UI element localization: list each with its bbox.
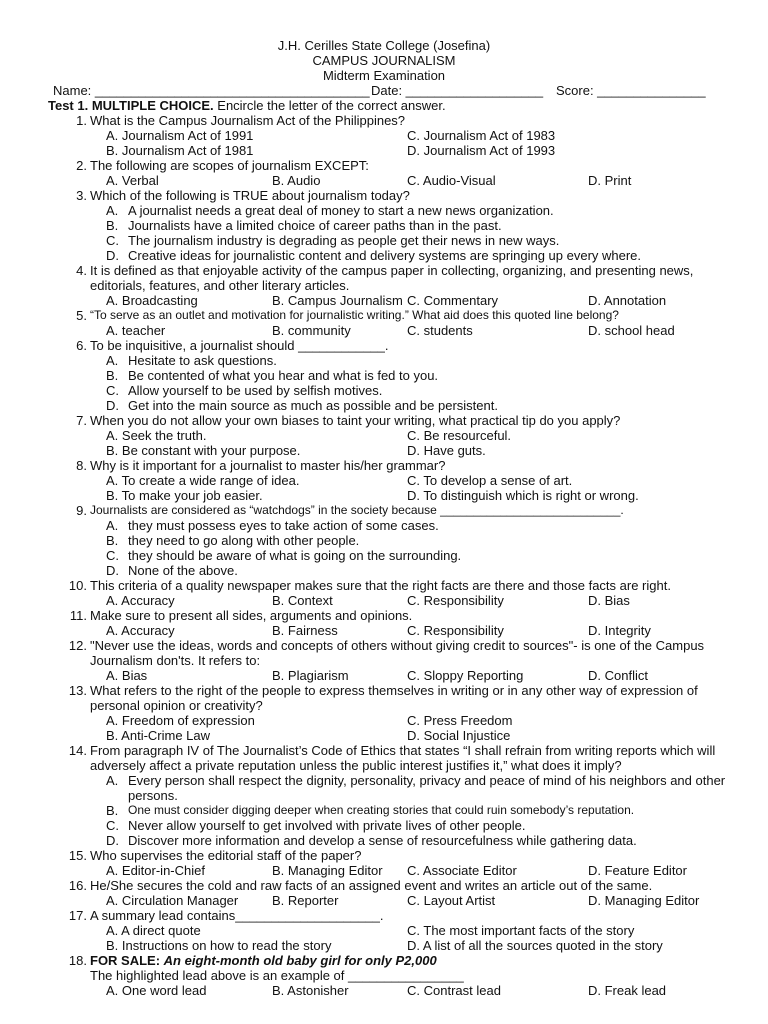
question-text: Who supervises the editorial staff of the paper?: [90, 848, 362, 863]
question-number: 18.: [68, 953, 87, 968]
option-text: Every person shall respect the dignity, personality, privacy and peace of mind of his neighbors and other persons.: [128, 773, 726, 803]
question-text: Why is it important for a journalist to master his/her grammar?: [90, 458, 446, 473]
option: C. To develop a sense of art.: [407, 473, 573, 488]
question-number: 8.: [76, 458, 87, 473]
question-text: What refers to the right of the people to express themselves in writing or in any other way of expression of personal opinion or creativity?: [90, 683, 698, 713]
question: [0, 953, 768, 968]
question-number: 15.: [68, 848, 87, 863]
option: B. Campus Journalism: [272, 293, 403, 308]
option-row: [0, 173, 768, 188]
option: A. One word lead: [106, 983, 207, 998]
option: B. To make your job easier.: [106, 488, 263, 503]
school-name: J.H. Cerilles State College (Josefina): [277, 38, 491, 53]
option-letter: D.: [106, 398, 119, 413]
option-letter: B.: [106, 368, 119, 383]
option-row: [0, 143, 768, 158]
option: A. Broadcasting: [106, 293, 198, 308]
option: A. Editor-in-Chief: [106, 863, 205, 878]
option-row: [0, 128, 768, 143]
option-letter: A.: [106, 353, 119, 368]
option-text: Be contented of what you hear and what is fed to you.: [128, 368, 439, 383]
question-text: From paragraph IV of The Journalist’s Code of Ethics that states “I shall refrain from writing reports which will adversely affect a private reputation unless the public interest justifies it,” what does it imply?: [90, 743, 716, 773]
option: D. Feature Editor: [588, 863, 687, 878]
option-letter: C.: [106, 383, 119, 398]
option: B. Plagiarism: [272, 668, 349, 683]
question: [0, 188, 768, 203]
score-field: Score: _______________: [556, 83, 706, 98]
option: [0, 563, 768, 578]
option-text: None of the above.: [128, 563, 238, 578]
option: C. Layout Artist: [407, 893, 496, 908]
question-text: "Never use the ideas, words and concepts of others without giving credit to sources"- is one of the Campus Journalism don'ts. It refers to:: [90, 638, 705, 668]
option-letter: B.: [106, 533, 119, 548]
question-number: 4.: [76, 263, 87, 278]
question-text: What is the Campus Journalism Act of the Philippines?: [90, 113, 406, 128]
option: [0, 218, 768, 233]
option: D. Journalism Act of 1993: [407, 143, 556, 158]
question-number: 2.: [76, 158, 87, 173]
question: [0, 638, 768, 668]
question-text: He/She secures the cold and raw facts of an assigned event and writes an article out of the same.: [90, 878, 653, 893]
option: B. Managing Editor: [272, 863, 383, 878]
option: A. Accuracy: [106, 593, 175, 608]
option: A. Journalism Act of 1991: [106, 128, 254, 143]
option-text: they need to go along with other people.: [128, 533, 360, 548]
question-number: 9.: [76, 503, 87, 518]
option-row: [0, 623, 768, 638]
option-text: A journalist needs a great deal of money to start a new news organization.: [128, 203, 554, 218]
option: C. Be resourceful.: [407, 428, 512, 443]
question-number: 7.: [76, 413, 87, 428]
option-row: [0, 728, 768, 743]
question-text: The highlighted lead above is an example of ________________: [90, 968, 464, 983]
date-field: Date: ___________________: [371, 83, 544, 98]
option: [0, 533, 768, 548]
highlighted-lead: FOR SALE: An eight-month old baby girl for only P2,000: [90, 953, 437, 968]
option: A. To create a wide range of idea.: [106, 473, 300, 488]
question-list: [0, 113, 768, 998]
test-title: Test 1. MULTIPLE CHOICE.: [48, 98, 214, 113]
question-number: 14.: [68, 743, 87, 758]
question-text: This criteria of a quality newspaper makes sure that the right facts are there and those facts are right.: [90, 578, 671, 593]
option-row: [0, 668, 768, 683]
subject-title: CAMPUS JOURNALISM: [312, 53, 456, 68]
option-text: they must possess eyes to take action of some cases.: [128, 518, 439, 533]
question-number: 10.: [68, 578, 87, 593]
option-text: Creative ideas for journalistic content and delivery systems are springing up every where.: [128, 248, 642, 263]
option-letter: B.: [106, 803, 119, 818]
option: C. Journalism Act of 1983: [407, 128, 556, 143]
option: D. Integrity: [588, 623, 651, 638]
option: D. Conflict: [588, 668, 648, 683]
option: A. Seek the truth.: [106, 428, 207, 443]
option: B. Instructions on how to read the story: [106, 938, 332, 953]
option-text: Journalists have a limited choice of career paths than in the past.: [128, 218, 502, 233]
question-text: It is defined as that enjoyable activity of the campus paper in collecting, organizing, and presenting news, editorials, features, and other literary articles.: [90, 263, 694, 293]
option: [0, 248, 768, 263]
test-heading: [48, 98, 768, 113]
question-number: 6.: [76, 338, 87, 353]
question: [0, 608, 768, 623]
option: A. Bias: [106, 668, 148, 683]
option-row: [0, 293, 768, 308]
option-row: [0, 713, 768, 728]
question: [0, 743, 768, 773]
option-text: Never allow yourself to get involved with private lives of other people.: [128, 818, 526, 833]
option-text: Discover more information and develop a sense of resourcefulness while gathering data.: [128, 833, 637, 848]
question: [0, 158, 768, 173]
question-number: 1.: [76, 113, 87, 128]
question: [0, 458, 768, 473]
question-text: “To serve as an outlet and motivation for journalistic writing.” What aid does this quoted line belong?: [90, 308, 619, 322]
question: [0, 878, 768, 893]
option-text: One must consider digging deeper when creating stories that could ruin somebody’s reputation.: [128, 803, 635, 817]
option: A. Freedom of expression: [106, 713, 255, 728]
option: [0, 548, 768, 563]
option-row: [0, 443, 768, 458]
info-row: [0, 83, 768, 98]
option: D. Bias: [588, 593, 630, 608]
option: [0, 203, 768, 218]
option-letter: A.: [106, 773, 119, 788]
question: [0, 338, 768, 353]
option: B. Be constant with your purpose.: [106, 443, 301, 458]
option-letter: C.: [106, 818, 119, 833]
question: [0, 683, 768, 713]
question-text: [90, 953, 730, 968]
option: C. Responsibility: [407, 593, 504, 608]
option-text: they should be aware of what is going on the surrounding.: [128, 548, 462, 563]
question-number: 16.: [68, 878, 87, 893]
option: C. Commentary: [407, 293, 499, 308]
option: [0, 398, 768, 413]
option: D. A list of all the sources quoted in the story: [407, 938, 663, 953]
option-row: [0, 923, 768, 938]
name-field: Name: ______________________________________: [53, 83, 370, 98]
option-row: [0, 983, 768, 998]
question: [0, 413, 768, 428]
option: [0, 818, 768, 833]
option-text: Get into the main source as much as possible and be persistent.: [128, 398, 498, 413]
option: B. Journalism Act of 1981: [106, 143, 254, 158]
option: D. Print: [588, 173, 632, 188]
question-number: 17.: [68, 908, 87, 923]
question-number: 12.: [68, 638, 87, 653]
question-text: Journalists are considered as “watchdogs” in the society because ___________________________.: [90, 503, 624, 517]
option: D. school head: [588, 323, 675, 338]
option: B. Fairness: [272, 623, 338, 638]
option-letter: C.: [106, 548, 119, 563]
option-letter: D.: [106, 833, 119, 848]
option: [0, 833, 768, 848]
option: C. Contrast lead: [407, 983, 501, 998]
option: C. Audio-Visual: [407, 173, 496, 188]
question-text: The following are scopes of journalism EXCEPT:: [90, 158, 369, 173]
option: D. Freak lead: [588, 983, 667, 998]
option: A. A direct quote: [106, 923, 201, 938]
option: B. Anti-Crime Law: [106, 728, 211, 743]
question-text: To be inquisitive, a journalist should ____________.: [90, 338, 389, 353]
option: D. Managing Editor: [588, 893, 700, 908]
option: A. Verbal: [106, 173, 159, 188]
option: B. Reporter: [272, 893, 339, 908]
question: [0, 503, 768, 518]
option: A. teacher: [106, 323, 166, 338]
option-letter: A.: [106, 518, 119, 533]
option: D. To distinguish which is right or wrong.: [407, 488, 639, 503]
question-text: A summary lead contains____________________.: [90, 908, 384, 923]
question-text: Which of the following is TRUE about journalism today?: [90, 188, 410, 203]
question-text: When you do not allow your own biases to taint your writing, what practical tip do you apply?: [90, 413, 621, 428]
option: [0, 773, 768, 803]
option-letter: D.: [106, 563, 119, 578]
question: [0, 263, 768, 293]
question-text: Make sure to present all sides, arguments and opinions.: [90, 608, 413, 623]
option-row: [0, 593, 768, 608]
option: [0, 353, 768, 368]
option: [0, 803, 768, 818]
option: C. The most important facts of the story: [407, 923, 635, 938]
question-number: 3.: [76, 188, 87, 203]
question: [0, 848, 768, 863]
question-number: 13.: [68, 683, 87, 698]
option-row: [0, 938, 768, 953]
question-number: 11.: [69, 608, 87, 623]
option: D. Annotation: [588, 293, 667, 308]
question: [0, 308, 768, 323]
option: D. Social Injustice: [407, 728, 511, 743]
option-text: Allow yourself to be used by selfish motives.: [128, 383, 383, 398]
option: B. Audio: [272, 173, 321, 188]
option: B. community: [272, 323, 351, 338]
question-text-line2: [0, 968, 768, 983]
option: A. Circulation Manager: [106, 893, 239, 908]
option-letter: A.: [106, 203, 119, 218]
option-letter: C.: [106, 233, 119, 248]
option: C. students: [407, 323, 473, 338]
option: C. Sloppy Reporting: [407, 668, 524, 683]
option-row: [0, 863, 768, 878]
option: C. Responsibility: [407, 623, 504, 638]
option-letter: B.: [106, 218, 119, 233]
option-row: [0, 323, 768, 338]
option-row: [0, 488, 768, 503]
option: C. Associate Editor: [407, 863, 517, 878]
option-letter: D.: [106, 248, 119, 263]
option-text: Hesitate to ask questions.: [128, 353, 277, 368]
option: [0, 518, 768, 533]
question: [0, 113, 768, 128]
test-instruction: Encircle the letter of the correct answer.: [213, 98, 446, 113]
option: [0, 233, 768, 248]
option: D. Have guts.: [407, 443, 486, 458]
option: C. Press Freedom: [407, 713, 513, 728]
option-row: [0, 473, 768, 488]
question: [0, 578, 768, 593]
question-number: 5.: [76, 308, 87, 323]
option: [0, 383, 768, 398]
option-row: [0, 893, 768, 908]
option: A. Accuracy: [106, 623, 175, 638]
option-row: [0, 428, 768, 443]
option: [0, 368, 768, 383]
question: [0, 908, 768, 923]
option: B. Context: [272, 593, 333, 608]
option-text: The journalism industry is degrading as people get their news in new ways.: [128, 233, 560, 248]
exam-title: Midterm Examination: [322, 68, 446, 83]
option: B. Astonisher: [272, 983, 349, 998]
